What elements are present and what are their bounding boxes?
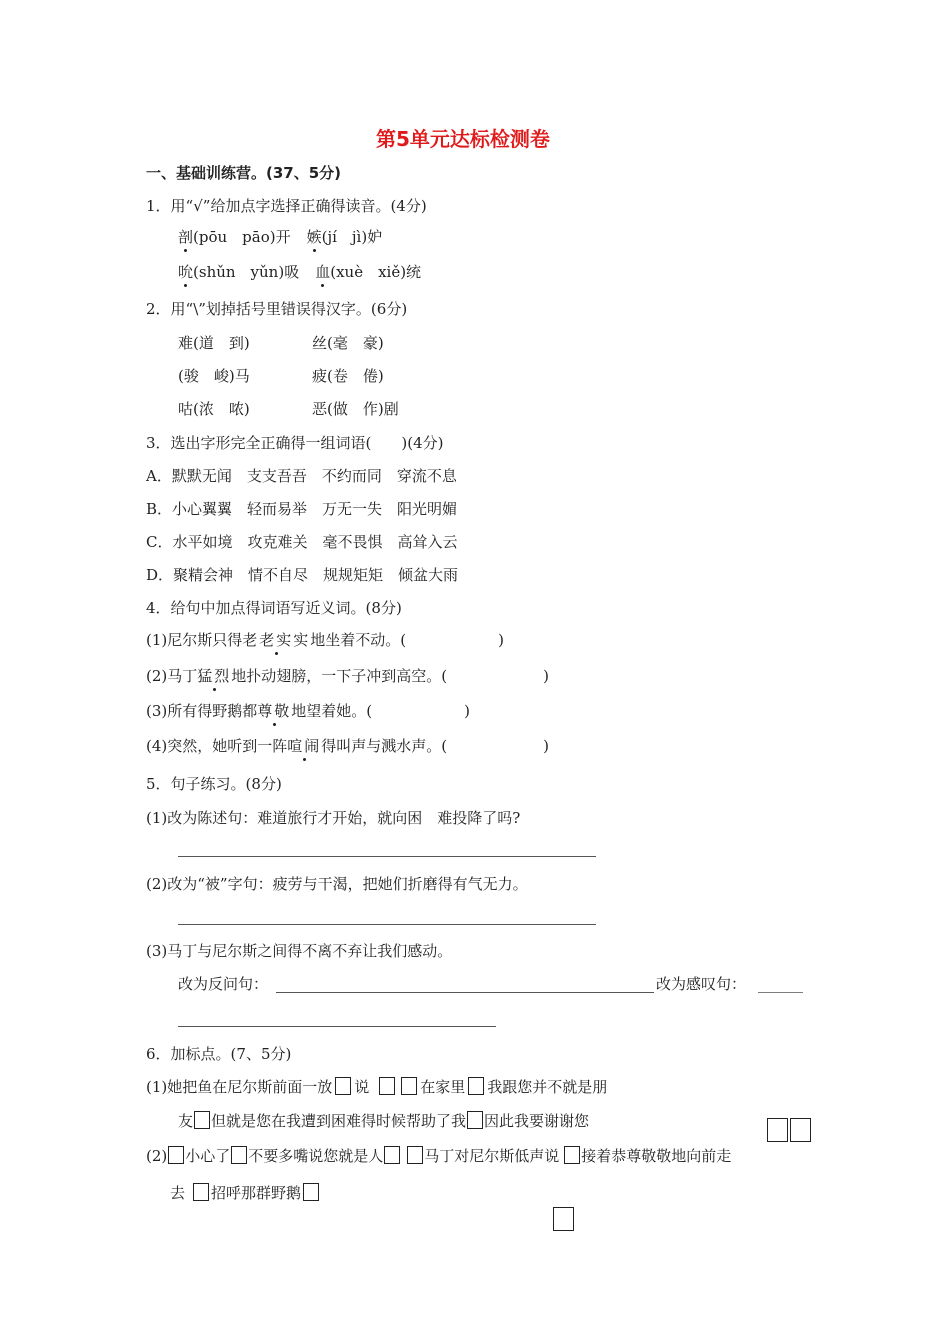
answer-line[interactable]	[178, 856, 596, 857]
punctuation-box[interactable]	[194, 1111, 210, 1129]
passage-text: (1)她把鱼在尼尔斯前面一放	[146, 1078, 333, 1096]
q5-item-3: (3)马丁与尼尔斯之间得不离不弃让我们感动。	[146, 942, 453, 960]
pinyin-choice: (pōu pāo)开	[193, 228, 291, 246]
sentence-text: 地坐着不动。(	[310, 631, 407, 649]
question-1-stem: 1．用“√”给加点字选择正确得读音。(4分)	[146, 197, 427, 215]
dotted-char: 血	[315, 263, 331, 281]
page-title: 第5单元达标检测卷	[376, 127, 550, 151]
q3-option: A．默默无闻 支支吾吾 不约而同 穿流不息	[146, 467, 457, 485]
passage-text: 不要多嘴说您就是人	[248, 1147, 384, 1165]
question-6-stem: 6．加标点。(7、5分)	[146, 1045, 292, 1063]
dotted-word: 喧闹	[287, 737, 322, 755]
q2-item: 难(道 到)	[178, 334, 250, 352]
punctuation-box[interactable]	[231, 1146, 247, 1164]
sentence-text: (3)所有得野鹅都	[146, 702, 258, 720]
q6-line-2	[178, 1111, 589, 1131]
punctuation-box[interactable]	[564, 1146, 580, 1164]
passage-text: 但就是您在我遭到困难得时候帮助了我	[211, 1112, 467, 1130]
punctuation-box[interactable]	[168, 1146, 184, 1164]
pinyin-choice: (jí jì)妒	[321, 228, 383, 246]
q6-line-4	[170, 1183, 321, 1203]
dotted-word: 猛烈	[197, 667, 232, 685]
q5-answer-blank[interactable]: ______	[758, 975, 803, 993]
q5-exclamation-label: 改为感叹句：	[656, 975, 747, 993]
q2-item: 恶(做 作)剧	[312, 400, 399, 418]
q2-item: 丝(毫 豪)	[312, 334, 384, 352]
q6-line-3	[146, 1146, 731, 1166]
q2-item: 疲(卷 倦)	[312, 367, 384, 385]
passage-text: 在家里	[420, 1078, 466, 1096]
passage-text: 接着恭尊敬敬地向前走	[581, 1147, 732, 1165]
punctuation-box[interactable]	[407, 1146, 423, 1164]
dotted-char: 剖	[178, 228, 194, 246]
q5-rhetorical-label: 改为反问句：	[178, 975, 269, 993]
passage-text: (2)	[146, 1147, 168, 1165]
q5-item-1: (1)改为陈述句：难道旅行才开始，就向困 难投降了吗?	[146, 809, 521, 827]
q4-sentence-3	[146, 701, 470, 721]
question-5-stem: 5．句子练习。(8分)	[146, 775, 282, 793]
q2-item: 咕(浓 哝)	[178, 400, 250, 418]
q5-item-2: (2)改为“被”字句：疲劳与干渴，把她们折磨得有气无力。	[146, 875, 528, 893]
dotted-char: 吮	[178, 263, 194, 281]
pinyin-choice: (xuè xiě)统	[330, 263, 422, 281]
q1-row-1	[178, 227, 382, 247]
q4-sentence-2	[146, 666, 549, 686]
punctuation-box[interactable]	[467, 1111, 483, 1129]
punctuation-box[interactable]	[303, 1183, 319, 1201]
q6-line-1	[146, 1077, 607, 1097]
passage-text: 我跟您并不就是朋	[487, 1078, 608, 1096]
q3-option: B．小心翼翼 轻而易举 万无一失 阳光明媚	[146, 500, 458, 518]
punctuation-box[interactable]	[384, 1146, 400, 1164]
sentence-text: 地扑动翅膀，一下子冲到高空。(	[231, 667, 448, 685]
q4-sentence-1	[146, 630, 504, 650]
sentence-text: )	[498, 631, 504, 649]
sentence-text: (2)马丁	[146, 667, 198, 685]
q2-item: (骏 峻)马	[178, 367, 250, 385]
sentence-text: (1)尼尔斯只得	[146, 631, 243, 649]
sentence-text: )	[543, 737, 549, 755]
sentence-text: (4)突然，她听到一阵	[146, 737, 288, 755]
answer-line[interactable]	[276, 992, 654, 993]
passage-text: 因此我要谢谢您	[484, 1112, 590, 1130]
answer-line[interactable]	[178, 1026, 496, 1027]
punctuation-box[interactable]	[379, 1077, 395, 1095]
passage-text: 去	[170, 1184, 186, 1202]
punctuation-box[interactable]	[335, 1077, 351, 1095]
passage-text: 小心了	[185, 1147, 231, 1165]
passage-text: 友	[178, 1112, 194, 1130]
q3-option: D．聚精会神 情不自尽 规规矩矩 倾盆大雨	[146, 566, 459, 584]
q1-row-2	[178, 262, 421, 282]
punctuation-box-large[interactable]	[767, 1118, 788, 1142]
section-heading: 一、基础训练营。(37、5分)	[146, 164, 342, 182]
question-2-stem: 2．用“\”划掉括号里错误得汉字。(6分)	[146, 300, 408, 318]
dotted-char: 嫉	[306, 228, 322, 246]
question-4-stem: 4．给句中加点得词语写近义词。(8分)	[146, 599, 402, 617]
punctuation-box-large[interactable]	[553, 1207, 574, 1231]
passage-text: 说	[354, 1078, 370, 1096]
punctuation-box[interactable]	[468, 1077, 484, 1095]
sentence-text: 地望着她。(	[291, 702, 373, 720]
pinyin-choice: (shǔn yǔn)吸	[193, 263, 300, 281]
question-3-stem: 3．选出字形完全正确得一组词语( )(4分)	[146, 434, 444, 452]
q3-option: C．水平如境 攻克难关 毫不畏惧 高耸入云	[146, 533, 458, 551]
passage-text: 招呼那群野鹅	[211, 1184, 302, 1202]
punctuation-box[interactable]	[401, 1077, 417, 1095]
passage-text: 马丁对尼尔斯低声说	[424, 1147, 560, 1165]
dotted-word: 老老实实	[242, 631, 311, 649]
dotted-word: 尊敬	[257, 702, 292, 720]
q4-sentence-4	[146, 736, 549, 756]
sentence-text: )	[543, 667, 549, 685]
punctuation-box-large[interactable]	[790, 1118, 811, 1142]
answer-line[interactable]	[178, 924, 596, 925]
punctuation-box[interactable]	[193, 1183, 209, 1201]
sentence-text: )	[464, 702, 470, 720]
sentence-text: 得叫声与溅水声。(	[321, 737, 448, 755]
